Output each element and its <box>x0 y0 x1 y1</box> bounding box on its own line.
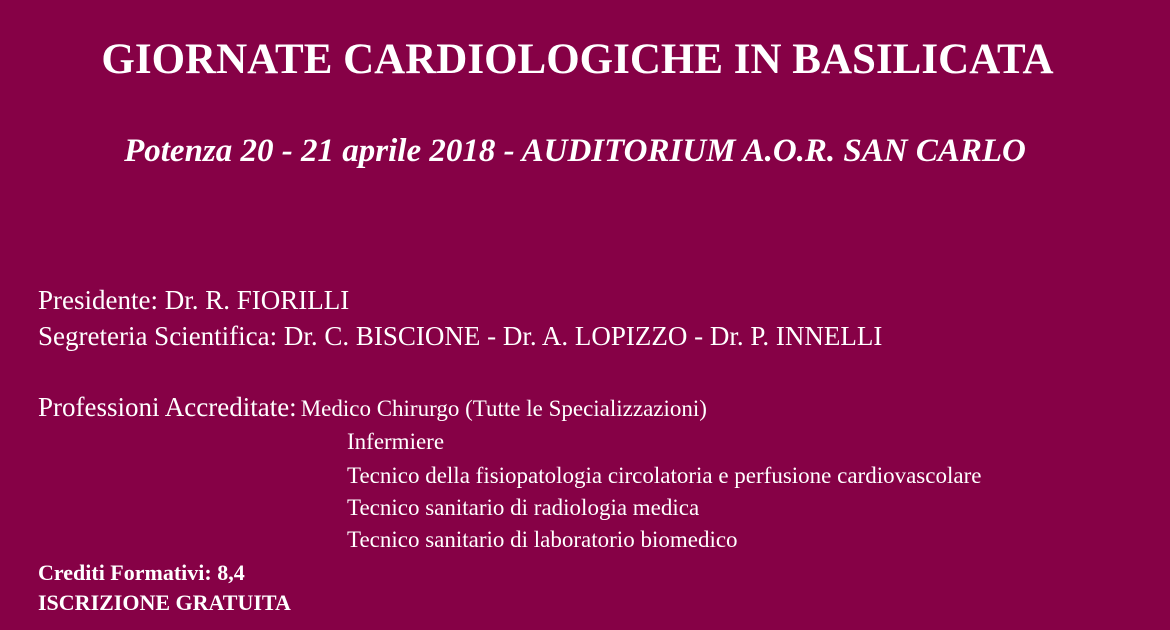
accreditation-label: Professioni Accreditate: <box>38 392 297 422</box>
scientific-secretariat-line: Segreteria Scientifica: Dr. C. BISCIONE - Dr. A. LOPIZZO - Dr. P. INNELLI <box>38 321 883 351</box>
profession-item: Medico Chirurgo (Tutte le Specializzazioni) <box>300 396 707 421</box>
profession-item: Tecnico della fisiopatologia circolatoria e perfusione cardiovascolare <box>347 463 982 488</box>
credits-line: Crediti Formativi: 8,4 <box>38 560 245 585</box>
profession-item: Tecnico sanitario di laboratorio biomedico <box>347 527 738 552</box>
event-title: GIORNATE CARDIOLOGICHE IN BASILICATA <box>101 36 1054 83</box>
president-line: Presidente: Dr. R. FIORILLI <box>38 285 350 315</box>
accreditation-row <box>38 392 707 423</box>
registration-line: ISCRIZIONE GRATUITA <box>38 590 291 615</box>
profession-item: Tecnico sanitario di radiologia medica <box>347 495 700 520</box>
event-date-venue: Potenza 20 - 21 aprile 2018 - AUDITORIUM A.O.R. SAN CARLO <box>124 133 1026 169</box>
profession-item: Infermiere <box>347 429 445 454</box>
